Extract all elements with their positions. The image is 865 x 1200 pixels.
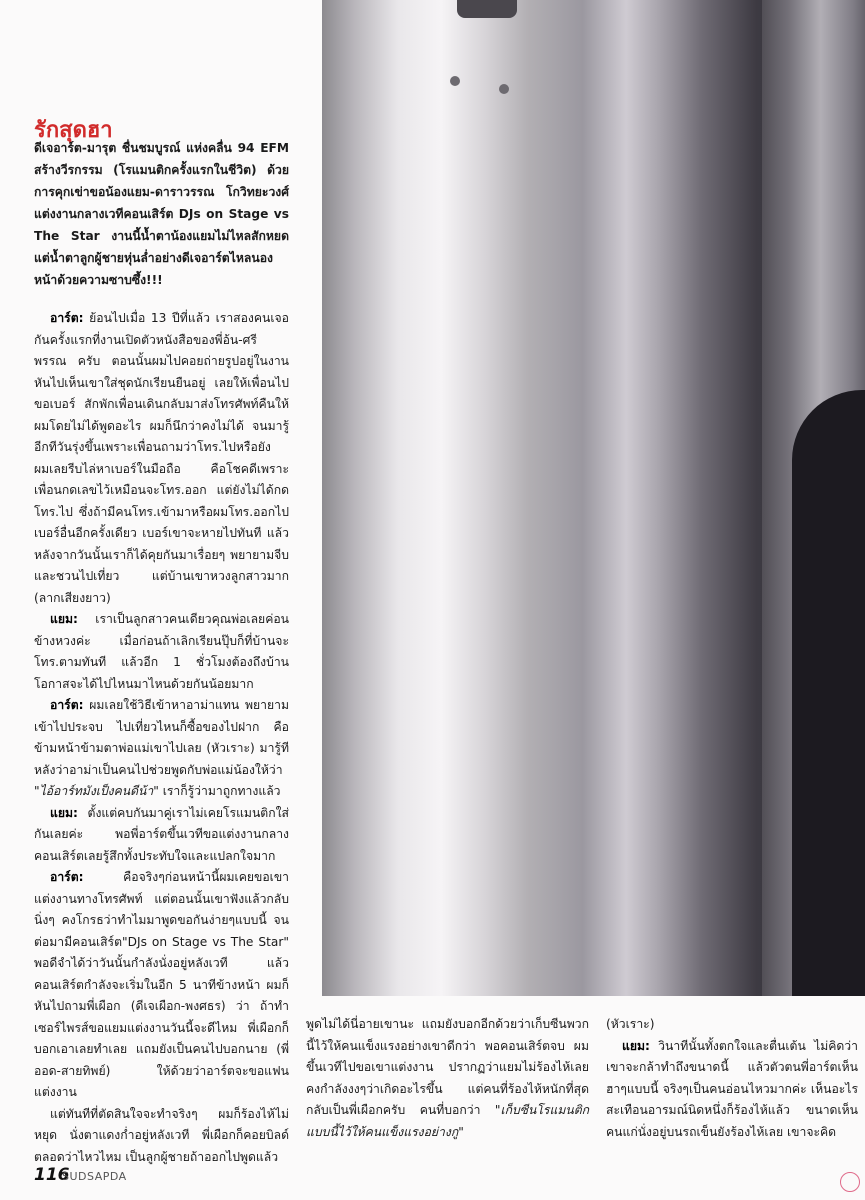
paragraph [34, 609, 289, 695]
speaker-label: แยม: [50, 612, 78, 626]
middle-column [306, 1014, 589, 1143]
person-silhouette [792, 390, 865, 996]
paragraph-text: เราเป็นลูกสาวคนเดียวคุณพ่อเลยค่อนข้างหวงค่ะ เมื่อก่อนถ้าเลิกเรียนปุ๊บก็ที่บ้านจะโทร.ตามทันที แล้วอีก 1 ชั่วโมงต้องถึงบ้าน โอกาสจะได้ไปไหนมาไหนด้วยกันน้อยมาก [34, 612, 289, 691]
door-handle [457, 0, 517, 18]
paragraph [34, 867, 289, 1104]
article-intro: ดีเจอาร์ต-มารุต ชื่นชมบูรณ์ แห่งคลื่น 94 EFM สร้างวีรกรรม (โรแมนติกครั้งแรกในชีวิต) ด้วยการคุกเข่าขอน้องแยม-ดาราวรรณ โกวิทยะวงศ์ แต่งงานกลางเวทีคอนเสิร์ต DJs on Stage vs The Star งานนี้น้ำตาน้องแยมไม่ไหลสักหยด แต่น้ำตาลูกผู้ชายหุ่นล่ำอย่างดีเจอาร์ตไหลนองหน้าด้วยความซาบซึ้ง!!! [34, 141, 289, 287]
quote-text: "เก็บซีนโรแมนติกแบบนี้ไว้ให้คนแข็งแรงอย่างกู" [306, 1103, 589, 1139]
right-column [606, 1014, 858, 1143]
paragraph-text: พูดไม่ได้นี่อายเขานะ แถมยังบอกอีกด้วยว่าเก็บซีนพวกนี้ไว้ให้คนแข็งแรงอย่างเขาดีกว่า พอคอนเสิร์ตจบ ผมขึ้นเวทีไปขอเขาแต่งงาน ปรากฏว่าแยมไม่ร้องไห้เลย คงกำลังงงๆว่าเกิดอะไรขึ้น แต่คนที่ร้องไห้หนักที่สุดกลับเป็นพี่เผือกครับ คนที่บอกว่า [306, 1017, 589, 1117]
screw [499, 84, 509, 94]
paragraph [606, 1014, 858, 1036]
quote-text: "ไอ้อาร์ทมังเป็งคนดีน้า" [34, 784, 159, 798]
page-number: 116 [34, 1165, 70, 1185]
paragraph-text: แต่ทันทีที่ตัดสินใจจะทำจริงๆ ผมก็ร้องไห้ไม่หยุด นั่งตาแดงก่ำอยู่หลังเวที พี่เผือกก็คอยบิลด์ตลอดว่าไหวไหม เป็นลูกผู้ชายถ้าออกไปพูดแล้ว [34, 1106, 289, 1164]
paragraph [34, 308, 289, 609]
paragraph [306, 1014, 589, 1143]
paragraph-text: วินาทีนั้นทั้งตกใจและตื่นเต้น ไม่คิดว่าเขาจะกล้าทำถึงขนาดนี้ แล้วตัวตนพี่อาร์ตเห็นฮาๆแบบนี้ จริงๆเป็นคนอ่อนไหวมากค่ะ เห็นอะไรสะเทือนอารมณ์นิดหนึ่งก็ร้องไห้แล้ว ขนาดเห็นคนแก่นั่งอยู่บนรถเข็นยังร้องไห้เลย เขาจะคิด [606, 1038, 858, 1139]
magazine-name: SUDSAPDA [62, 1170, 127, 1183]
magazine-logo-icon [840, 1172, 860, 1192]
speaker-label: แยม: [622, 1038, 650, 1053]
paragraph-text: คือจริงๆก่อนหน้านี้ผมเคยขอเขาแต่งงานทางโทรศัพท์ แต่ตอนนั้นเขาฟังแล้วกลับนิ่งๆ คงโกรธว่าทำไมมาพูดขอกันง่ายๆแบบนี้ จนต่อมามีคอนเสิร์ต"DJs on Stage vs The Star" พอดีจำได้ว่าวันนั้นกำลังนั่งอยู่หลังเวที แล้วคอนเสิร์ตกำลังจะเริ่มในอีก 5 นาทีข้างหน้า ผมก็หันไปถามพี่เผือก (ดีเจเผือก-พงศธร) ว่า ถ้าทำเซอร์ไพรส์ขอแยมแต่งงานวันนี้จะดีไหม พี่เผือกก็บอกเอาเลยทำเลย แถมยังเป็นคนไปบอกนาย (พี่ออด-สายทิพย์) ให้ด้วยว่าอาร์ตจะขอแฟนแต่งงาน [34, 870, 289, 1099]
photo-dj-art [322, 0, 865, 996]
speaker-label: อาร์ต: [50, 870, 84, 884]
paragraph [34, 695, 289, 803]
speaker-label: แยม: [50, 805, 78, 820]
paragraph [34, 803, 289, 868]
article-title: รักสุดฮา [34, 118, 113, 143]
left-column [34, 308, 289, 1168]
screw [450, 76, 460, 86]
paragraph [34, 1104, 289, 1169]
paragraph-text-tail: เราก็รู้ว่ามาถูกทางแล้ว [158, 784, 281, 798]
paragraph-text: ผมเลยใช้วิธีเข้าหาอาม่าแทน พยายามเข้าไปประจบ ไปเที่ยวไหนก็ซื้อของไปฝาก คือข้ามหน้าข้ามตาพ่อแม่เขาไปเลย (หัวเราะ) มารู้ทีหลังว่าอาม่าเป็นคนไปช่วยพูดกับพ่อแม่น้องให้ว่า [34, 698, 289, 777]
speaker-label: อาร์ต: [50, 311, 84, 325]
speaker-label: อาร์ต: [50, 698, 84, 712]
paragraph [606, 1036, 858, 1144]
paragraph-text: (หัวเราะ) [606, 1017, 655, 1031]
paragraph-text: ตั้งแต่คบกันมาคู่เราไม่เคยโรแมนติกใส่กันเลยค่ะ พอพี่อาร์ตขึ้นเวทีขอแต่งงานกลางคอนเสิร์ตเลยรู้สึกทั้งประทับใจและแปลกใจมาก [34, 805, 289, 863]
paragraph-text: ย้อนไปเมื่อ 13 ปีที่แล้ว เราสองคนเจอกันครั้งแรกที่งานเปิดตัวหนังสือของพี่อ้น-ศรีพรรณ ครับ ตอนนั้นผมไปคอยถ่ายรูปอยู่ในงาน หันไปเห็นเขาใส่ชุดนักเรียนยืนอยู่ เลยให้เพื่อนไปขอเบอร์ สักพักเพื่อนเดินกลับมาส่งโทรศัพท์คืนให้ผมโดยไม่ได้พูดอะไร ผมก็นึกว่าคงไม่ได้ จนมารู้อีกทีวันรุ่งขึ้นเพราะเพื่อนถามว่าโทร.ไปหรือยัง ผมเลยรีบไล่หาเบอร์ในมือถือ คือโชคดีเพราะเพื่อนกดเลขไว้เหมือนจะโทร.ออก แต่ยังไม่ได้กดโทร.ไป ซึ่งถ้ามีคนโทร.เข้ามาหรือผมโทร.ออกไปเบอร์อื่นอีกครั้งเดียว เบอร์เขาจะหายไปทันที แล้วหลังจากวันนั้นเราก็ได้คุยกันมาเรื่อยๆ พยายามจีบและชวนไปเที่ยว แต่บ้านเขาหวงลูกสาวมาก (ลากเสียงยาว) [34, 311, 289, 605]
